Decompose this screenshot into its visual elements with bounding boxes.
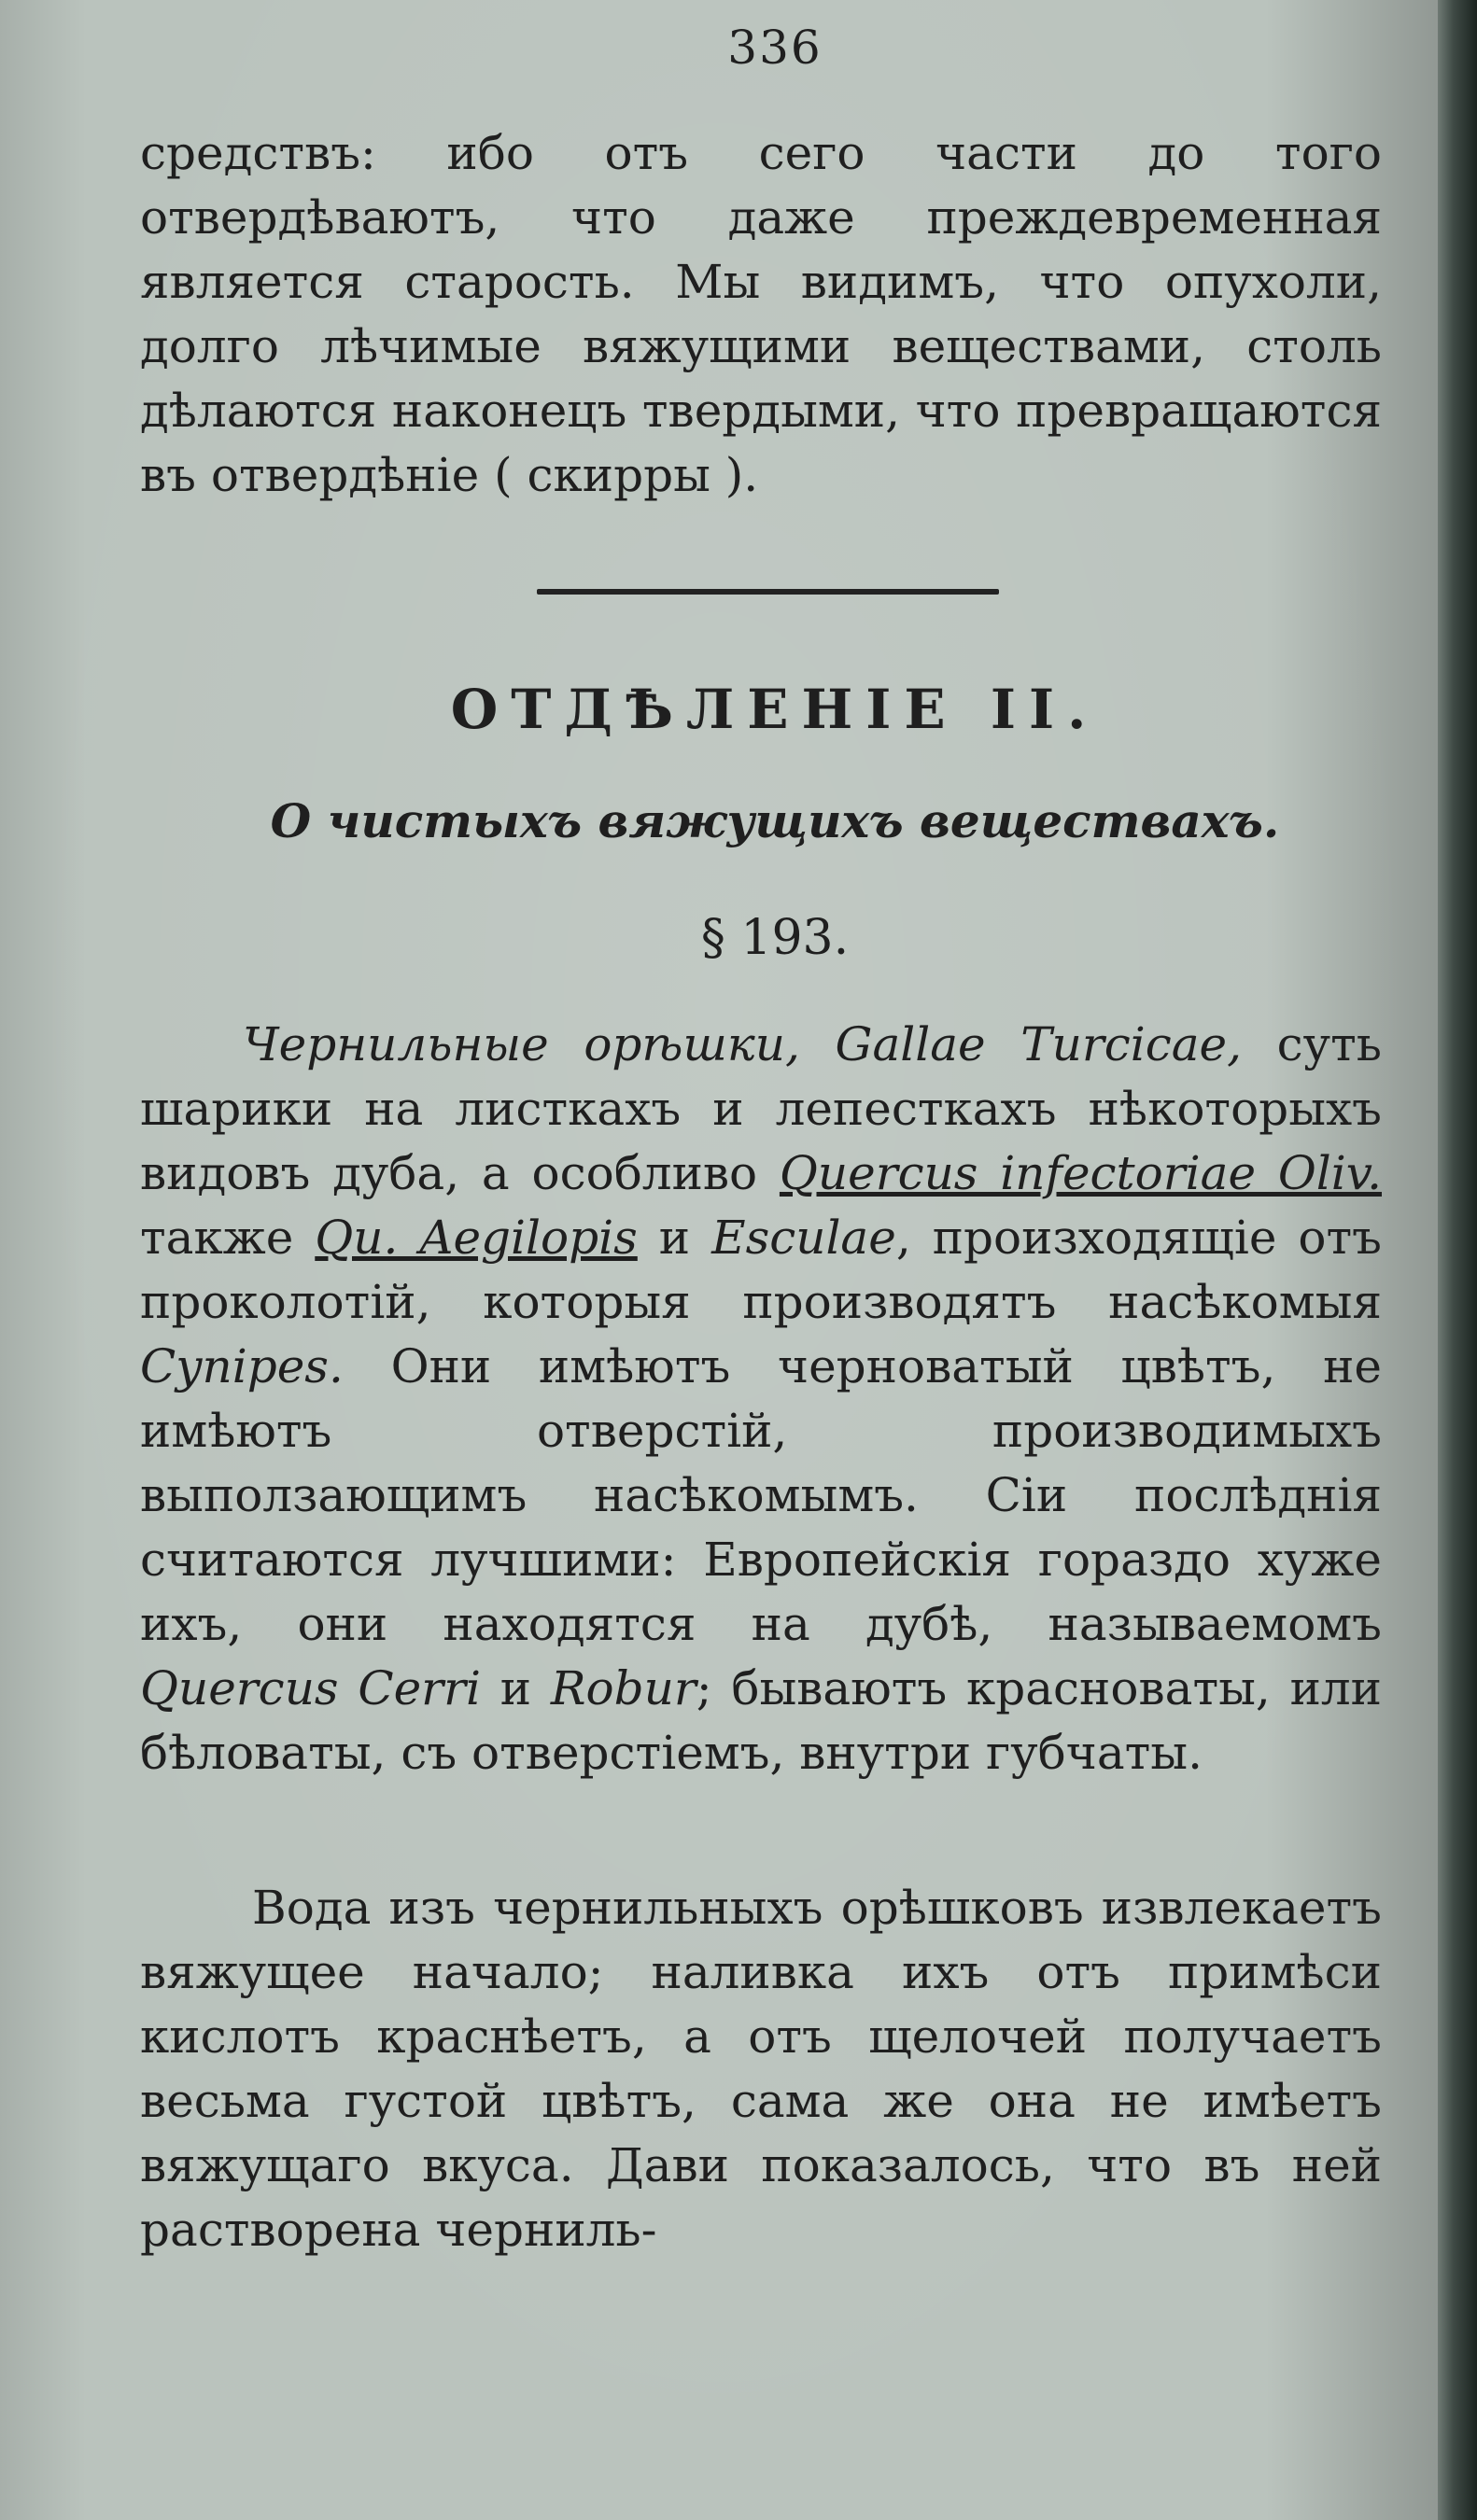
paragraph-number: § 193. — [700, 910, 850, 966]
latin-term: Qu. Aegilopis — [315, 1211, 638, 1265]
paragraph-193 — [140, 1013, 1382, 1785]
text-segment: Они имѣютъ черноватый цвѣтъ, не имѣютъ отверстій, производимыхъ выползающимъ насѣкомымъ. Сіи послѣднія считаются лучшими: Европейскія гораздо хуже ихъ, они находятся на дубѣ, называемомъ — [140, 1339, 1382, 1651]
latin-term: Cynipes. — [140, 1339, 344, 1393]
section-subtitle: О чистыхъ вяжущихъ веществахъ. — [270, 793, 1280, 848]
latin-term: Esculae — [711, 1211, 896, 1265]
top-paragraph-block — [140, 121, 1382, 508]
text-segment: и — [637, 1211, 712, 1265]
text-segment: суть шарики на листкахъ и лепесткахъ нѣкоторыхъ видовъ дуба, а особливо — [140, 1017, 1382, 1200]
text-segment: также — [140, 1211, 316, 1265]
latin-term: Robur — [550, 1661, 696, 1715]
water-paragraph-block — [140, 1876, 1382, 2262]
latin-name: Gallae Turcicae, — [835, 1017, 1243, 1071]
latin-term: Quercus infectoriae Oliv. — [779, 1146, 1382, 1200]
paragraph-193-block — [140, 1013, 1382, 1785]
text-segment: и — [480, 1661, 551, 1715]
water-paragraph: Вода изъ чернильныхъ орѣшковъ извлекаетъ вяжущее начало; наливка ихъ отъ примѣси кислотъ краснѣетъ, а отъ щелочей получаетъ весьма густой цвѣтъ, сама же она не имѣетъ вяжущаго вкуса. Дави показалось, что въ ней растворена черниль- — [140, 1881, 1382, 2257]
text-segment: ; бываютъ красноваты, или бѣловаты, съ отверстіемъ, внутри губчаты. — [140, 1661, 1382, 1780]
lead-term: Чернильные орѣшки, — [243, 1017, 800, 1071]
section-title: ОТДѢЛЕНІЕ II. — [450, 678, 1100, 741]
section-divider — [537, 589, 999, 595]
top-paragraph: средствъ: ибо отъ сего части до того отвердѣваютъ, что даже преждевременная является старость. Мы видимъ, что опухоли, долго лѣчимые вяжущими веществами, столь дѣлаются наконецъ твердыми, что превращаются въ отвердѣніе ( скирры ). — [140, 126, 1382, 502]
page-edge-shadow — [1438, 0, 1477, 2520]
latin-term: Quercus Cerri — [140, 1661, 481, 1715]
page-number: 336 — [727, 21, 823, 75]
text-segment: , произходящіе отъ проколотій, которыя производятъ насѣкомыя — [140, 1211, 1382, 1329]
